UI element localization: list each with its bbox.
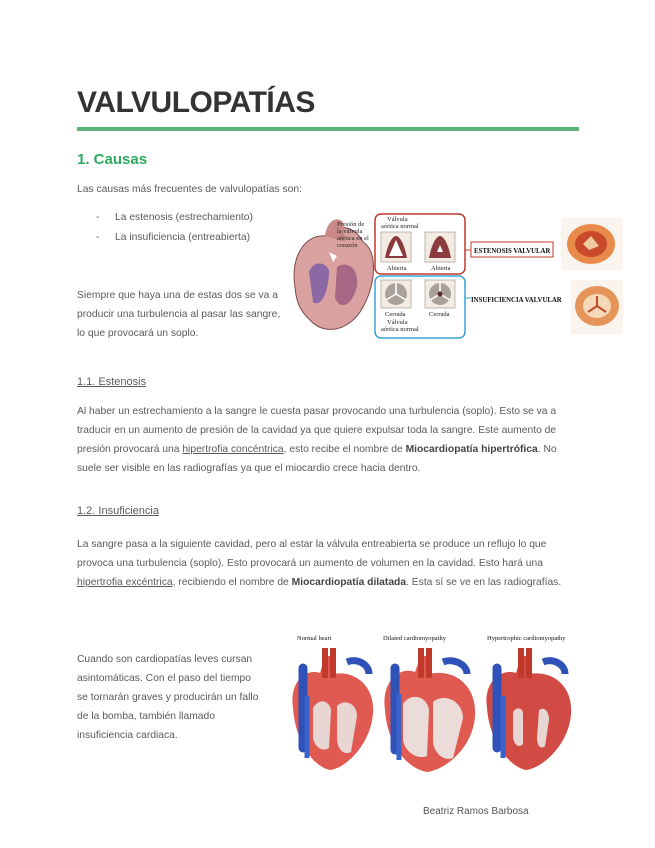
intro-text: Las causas más frecuentes de valvulopatías son:: [77, 184, 302, 195]
stenosis-label: ESTENOSIS VALVULAR: [474, 248, 551, 255]
valve-closed-regurgitation: [425, 280, 455, 308]
regurgitation-label: INSUFICIENCIA VALVULAR: [471, 297, 562, 304]
normal-valve-label-top: Válvula aórtica normal: [381, 216, 419, 230]
side-paragraph: Siempre que haya una de estas dos se va a producir una turbulencia al pasar las sangre, lo que provocará un soplo.: [77, 290, 281, 339]
closed-label-1: Cerrada: [385, 311, 406, 318]
dilated-heart-illustration: [384, 648, 475, 772]
causes-list: [96, 208, 253, 248]
page-title: VALVULOPATÍAS: [77, 86, 315, 119]
valve-open-normal: [381, 232, 411, 262]
open-label-1: Abierta: [387, 265, 407, 272]
estenosis-paragraph: Al haber un estrechamiento a la sangre le cuesta pasar provocando una turbulencia (soplo). Esto se va a traducir en un aumento de presión de la cavidad ya que quiere expulsar toda la sangre. Este aumento de presión provocará una hipertrofia concéntrica, esto recibe el nombre de Miocardiopatía hipertrófica. No suele ser visible en las radiografías ya que el miocardio crece hacia dentro.: [77, 406, 557, 474]
list-item: - La insuficiencia (entreabierta): [96, 232, 251, 243]
list-item: - La estenosis (estrechamiento): [96, 212, 253, 223]
valve-closed-normal: [381, 280, 411, 308]
open-label-2: Abierta: [431, 265, 451, 272]
normal-heart-label: Normal heart: [297, 635, 332, 642]
normal-heart-illustration: [292, 648, 373, 770]
regurgitant-valve-photo: [571, 280, 623, 334]
hipertrofia-excentrica-term: hipertrofia excéntrica: [77, 577, 173, 588]
hypertrophic-label: Hypertrophic cardiomyopathy: [487, 635, 566, 642]
normal-valve-label-bottom: Válvula aórtica normal: [381, 319, 419, 333]
section-heading-estenosis: 1.1. Estenosis: [77, 376, 147, 388]
valve-diagram-figure: [285, 212, 630, 342]
closed-label-2: Cerrada: [429, 311, 450, 318]
pressure-label: Presión de la válvula aórtica en el corazón: [337, 221, 369, 249]
title-divider: [77, 127, 579, 131]
valve-open-stenosis: [425, 232, 455, 262]
section-heading-causas: 1. Causas: [77, 151, 148, 168]
section-heading-insuficiencia: 1.2. Insuficiencia: [77, 505, 159, 517]
stenotic-valve-photo: [561, 218, 623, 270]
hypertrophic-heart-illustration: [486, 648, 571, 770]
side-paragraph-2: Cuando son cardiopatías leves cursan asintomáticas. Con el paso del tiempo se tornarán graves y producirán un fallo de la bomba, también llamado insuficiencia cardiaca.: [77, 654, 259, 741]
dilated-label: Dilated cardiomyopathy: [383, 635, 446, 642]
insuficiencia-paragraph: La sangre pasa a la siguiente cavidad, pero al estar la válvula entreabierta se produce un reflujo lo que provoca una turbulencia (soplo). Esto provocará un aumento de volumen en la cavidad. Esto hará una hipertrofia excéntrica, recibiendo el nombre de Miocardiopatía dilatada. Esta sí se ve en las radiografías.: [77, 539, 562, 588]
author-footer: Beatriz Ramos Barbosa: [423, 806, 529, 817]
cardiomyopathy-figure: [285, 632, 585, 777]
hipertrofia-concentrica-term: hipertrofia concéntrica: [182, 444, 284, 455]
